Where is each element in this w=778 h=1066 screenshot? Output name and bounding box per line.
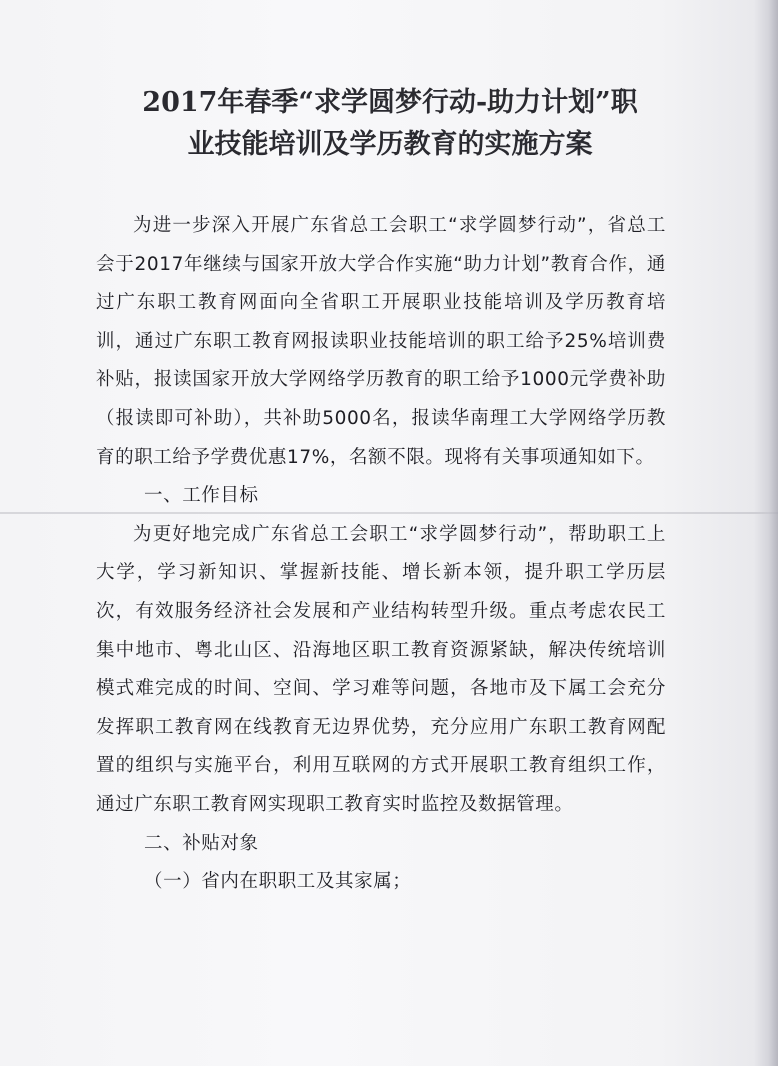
document-title — [90, 82, 690, 166]
section-heading-work-goals: 一、工作目标 — [144, 485, 259, 507]
title-line-1: 2017年春季“求学圆梦行动-助力计划”职 — [142, 87, 638, 118]
work-goals-paragraph: 为更好地完成广东省总工会职工“求学圆梦行动”，帮助职工上大学，学习新知识、掌握新技能、增长新本领，提升职工学历层次，有效服务经济社会发展和产业结构转型升级。重点考虑农民工集中地市、粤北山区、沿海地区职工教育资源紧缺，解决传统培训模式难完成的时间、空间、学习难等问题，各地市及下属工会充分发挥职工教育网在线教育无边界优势，充分应用广东职工教育网配置的组织与实施平台，利用互联网的方式开展职工教育组织工作，通过广东职工教育网实现职工教育实时监控及数据管理。 — [96, 523, 666, 815]
subsidy-target-item-1: （一）省内在职职工及其家属； — [144, 871, 412, 893]
document-body — [96, 207, 666, 902]
paper-edge-shadow — [754, 0, 778, 1066]
title-line-2: 业技能培训及学历教育的实施方案 — [187, 129, 593, 160]
section-heading-subsidy-targets: 二、补贴对象 — [144, 832, 259, 854]
intro-paragraph: 为进一步深入开展广东省总工会职工“求学圆梦行动”，省总工会于2017年继续与国家开放大学合作实施“助力计划”教育合作，通过广东职工教育网面向全省职工开展职业技能培训及学历教育培训，通过广东职工教育网报读职业技能培训的职工给予25%培训费补贴，报读国家开放大学网络学历教育的职工给予1000元学费补助（报读即可补助），共补助5000名，报读华南理工大学网络学历教育的职工给予学费优惠17%，名额不限。现将有关事项通知如下。 — [96, 215, 666, 468]
